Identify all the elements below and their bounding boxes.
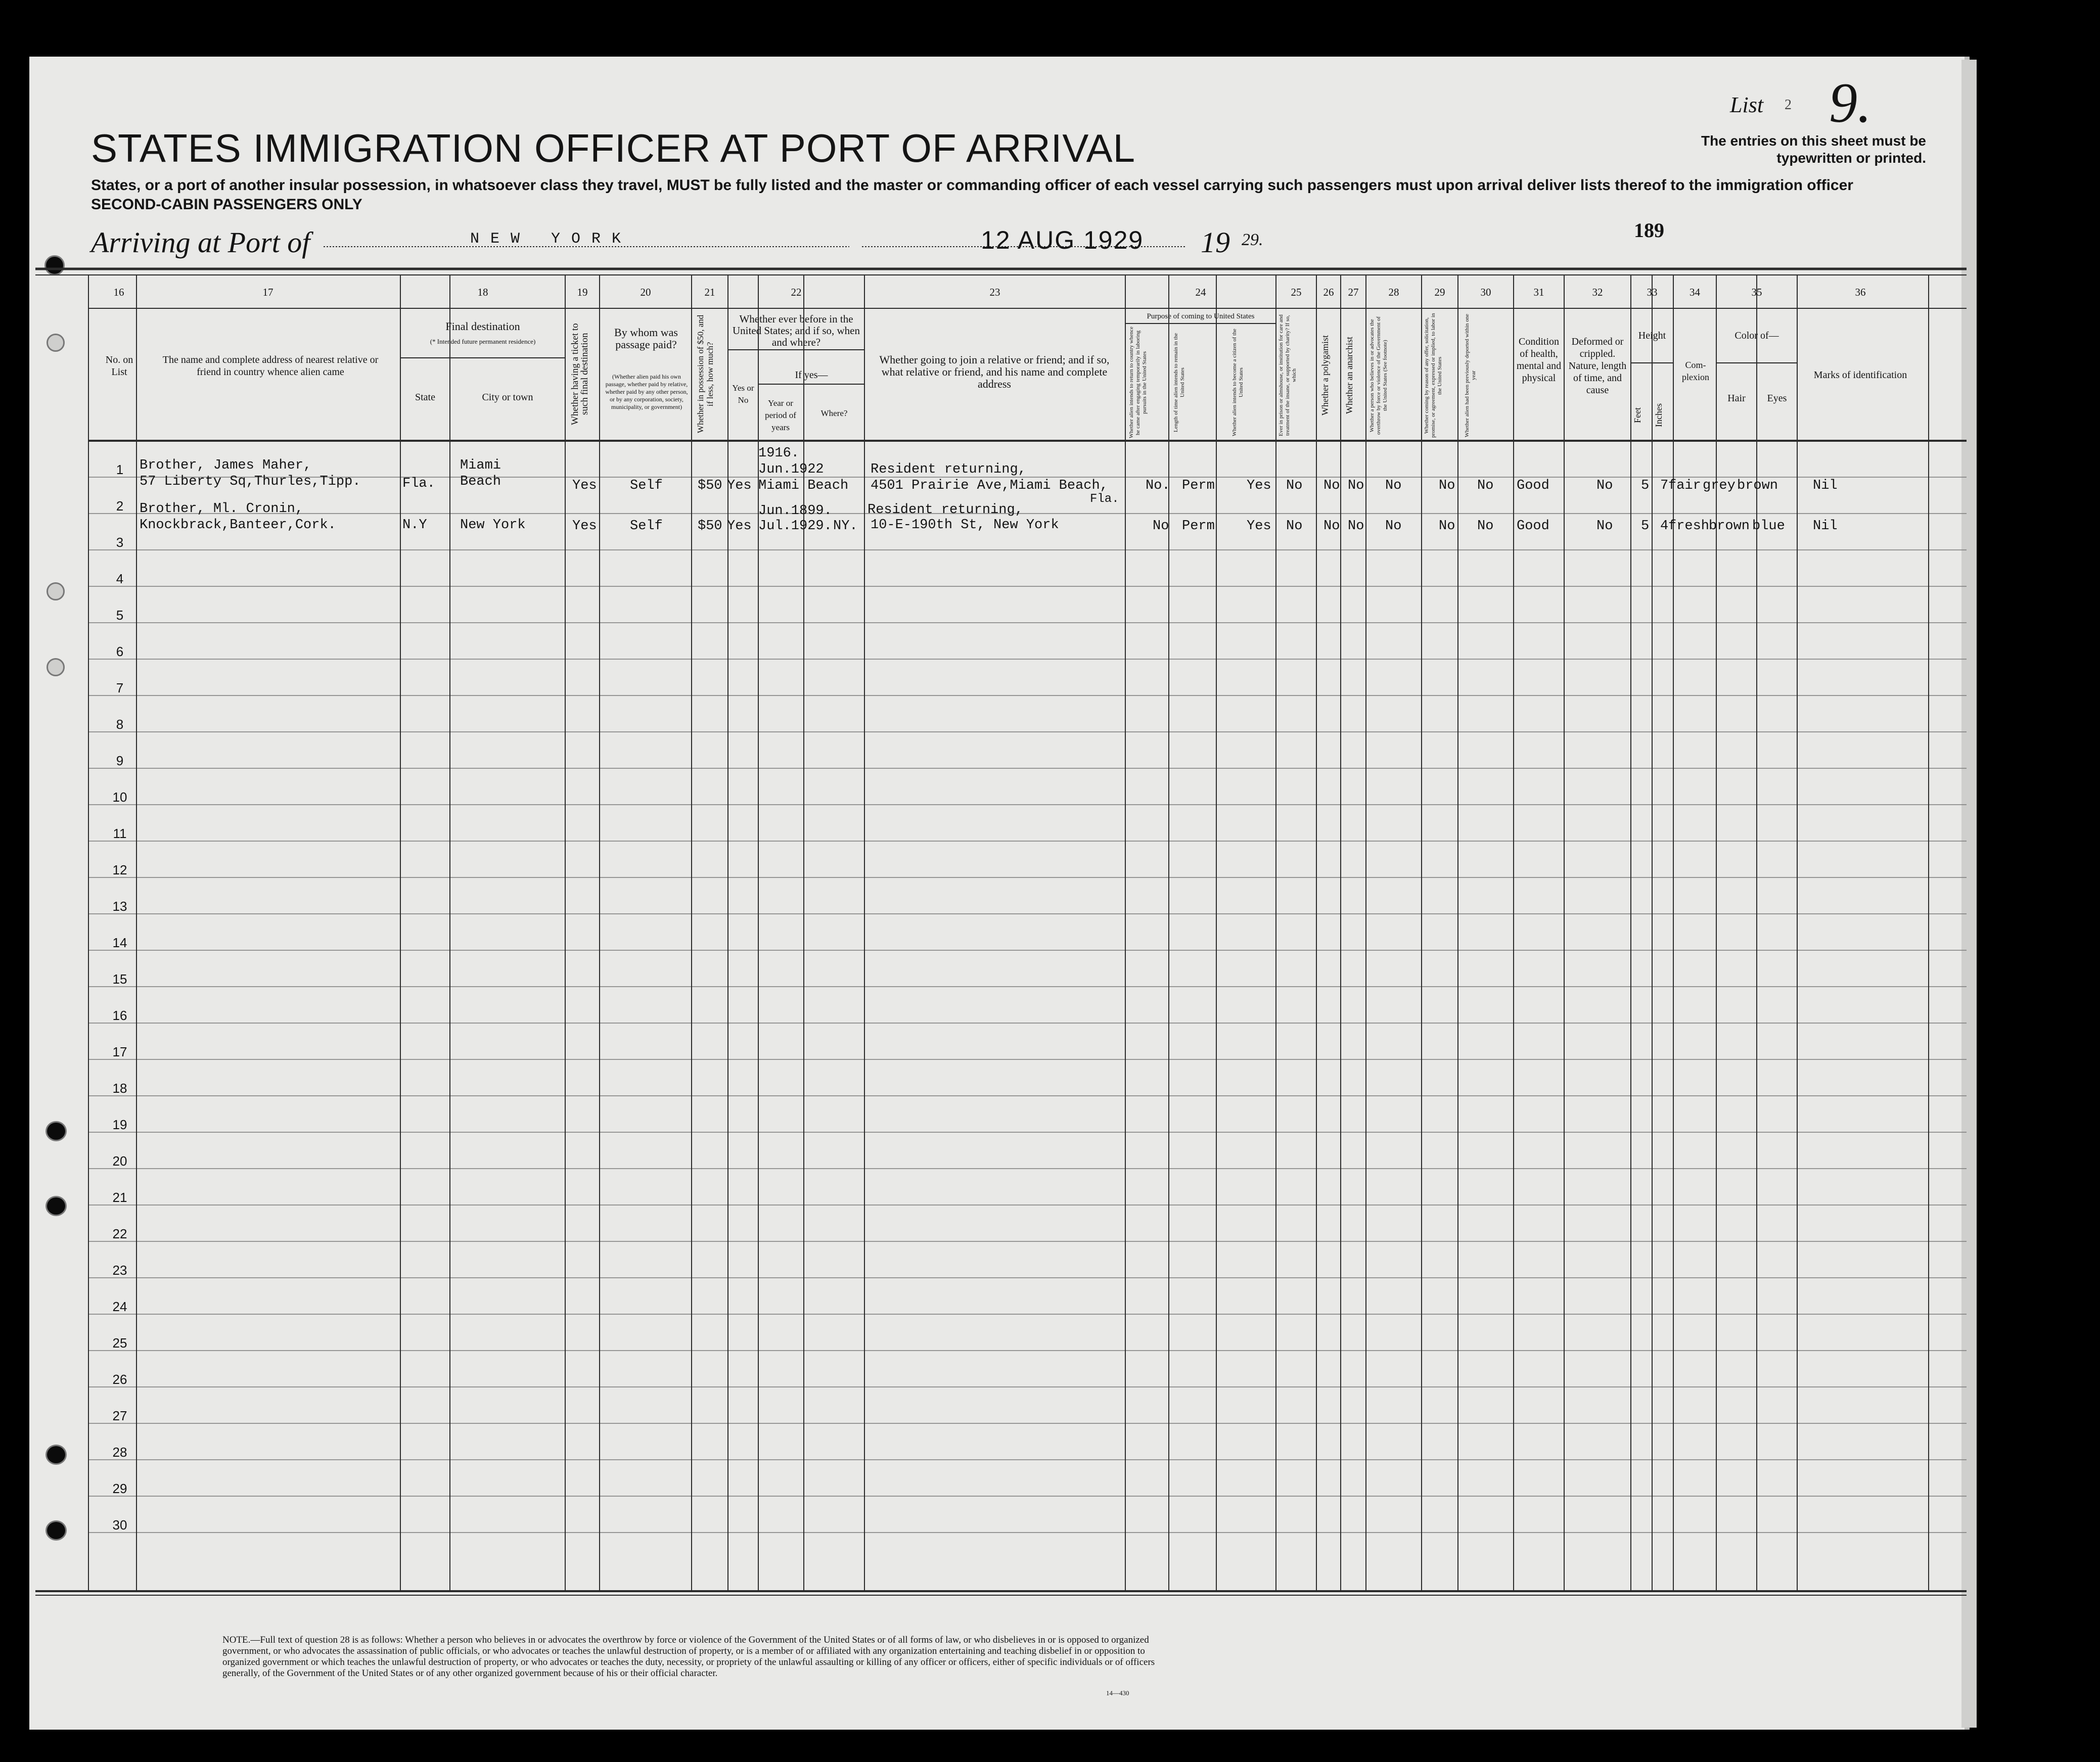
column-number: 19 [577,286,588,298]
hair-value: brown [1709,519,1750,534]
money-value: $50 [698,478,722,493]
feet-value: 5 [1641,478,1650,493]
date-stamp: 12 AUG 1929 [981,226,1144,254]
prison-value: No [1286,519,1303,534]
column-number: 18 [477,286,488,298]
header-polygamist: Whether a polygamist [1320,335,1330,416]
prison-value: No [1286,478,1303,493]
header-eyes: Eyes [1767,393,1787,404]
marks-value: Nil [1813,478,1838,493]
header-complexion: Com- plexion [1682,360,1709,382]
years-bottom: Jun.1922 [758,462,824,477]
row-number: 1 [116,462,124,477]
year-label: 19 [1201,226,1230,259]
column-number: 20 [640,286,651,298]
row-number: 27 [112,1408,127,1423]
form-code: 14—430 [1106,1689,1129,1697]
header-list-number: No. on List [105,354,133,378]
form-title: STATES IMMIGRATION OFFICER AT PORT OF ARRIVAL [91,126,1136,170]
contract-value: No [1439,478,1455,493]
column-number: 27 [1348,286,1359,298]
header-years: Year or period of years [765,398,796,432]
header-final-destination: Final destination [445,320,520,333]
row-number: 13 [112,899,127,914]
port-value: NEW YORK [470,230,632,248]
header-prison: Ever in prison or almshouse, or institution for care and treatment of the insane, or supported by charity? If so, which [1278,314,1297,437]
instruction-line: States, or a port of another insular possession, in whatsoever class they travel, MUST be fully listed and the master or commanding officer of each vessel carrying such passengers must upon arrival deliver lists thereof to the immigration officer [91,177,1853,194]
header-deformed: Deformed or crippled. Nature, length of time, and cause [1568,336,1627,396]
page-code: 189 [1634,219,1664,242]
row-number: 5 [116,608,124,623]
header-nearest-relative: The name and complete address of nearest relative or friend in country whence alien came [162,354,379,378]
joining-line: Resident returning, [868,502,1023,518]
where-value: NY. [833,519,858,534]
header-feet: Feet [1632,407,1642,424]
header-purpose: Purpose of coming to United States [1147,312,1255,320]
header-return-home: Whether alien intends to return to country whence he came after engaging temporarily in laboring pursuits in the United States [1128,327,1148,439]
row-number: 20 [112,1153,127,1169]
before-value: Yes [727,519,752,534]
dest-city: New York [460,518,526,533]
joining-line: Resident returning, [871,462,1026,477]
footnote: NOTE.—Full text of question 28 is as follows: Whether a person who believes in or advocates the overthrow by force or violence of the Government of the United States or of all forms of law, or who disbelieves in or is opposed to organized government, or who advocates the assassination of public officials, or who advocates or teaches the unlawful destruction of property, or is a member of or affiliated with any organization entertaining and teaching disbelief in or opposition to organized government or which teaches the unlawful destruction of property, or who advocates or teaches the duty, necessity, or propriety of the unlawful assaulting or killing of any officer or officers, either of specific individuals or of officers generally, of the Government of the United States or of any other organized government because of his or their official character. [222,1635,1155,1679]
ticket-value: Yes [572,478,597,493]
joining-address: 10-E-190th St, New York [871,518,1059,533]
years-bottom: Jul.1929. [758,519,832,534]
header-if-yes: If yes— [795,369,828,381]
row-number: 12 [112,862,127,877]
overthrow-value: No [1385,478,1402,493]
column-number: 35 [1751,286,1762,298]
passenger-class: SECOND-CABIN PASSENGERS ONLY [91,196,362,213]
column-number: 25 [1291,286,1302,298]
marks-value: Nil [1813,519,1838,534]
row-number: 18 [112,1081,127,1096]
list-handwritten-number: 9. [1829,72,1871,134]
header-ever-before: Whether ever before in the United States; and if so, when and where? [733,313,860,348]
header-joining: Whether going to join a relative or friend; and if so, what relative or friend, and his name and complete address [879,353,1110,390]
overthrow-value: No [1385,519,1402,534]
row-number: 11 [113,826,127,841]
relative-name: Brother, James Maher, [140,458,312,473]
header-health: Condition of health, mental and physical [1516,336,1562,384]
dest-state: N.Y [402,518,427,533]
joining-state: Fla. [1090,492,1119,506]
header-contract-labor: Whether coming by reason of any offer, solicitation, promise, or agreement, expressed or implied, to labor in the United States [1424,313,1443,438]
dest-city: Miami [460,458,501,473]
row-number: 26 [112,1372,127,1387]
row-number: 17 [112,1044,127,1059]
deformed-value: No [1596,519,1613,534]
year-value: 29. [1242,230,1263,249]
health-value: Good [1517,519,1549,534]
anarchist-value: No [1348,519,1364,534]
header-citizen: Whether alien intends to become a citizen of the United States [1231,329,1244,437]
citizen-value: Yes [1247,478,1271,493]
relative-address: Knockbrack,Banteer,Cork. [140,518,336,533]
header-state: State [415,392,435,403]
paid-by-value: Self [630,519,663,534]
row-number: 8 [116,717,124,732]
row-number: 25 [112,1335,127,1351]
inches-value: 7 [1660,478,1669,493]
header-marks: Marks of identification [1813,369,1907,381]
column-number: 17 [262,286,273,298]
arriving-label: Arriving at Port of [91,226,310,259]
header-hair: Hair [1727,393,1746,404]
list-label: List [1730,92,1764,117]
column-number: 22 [791,286,802,298]
column-number: 34 [1690,286,1700,298]
row-number: 24 [112,1299,127,1314]
row-number: 9 [116,753,124,768]
deported-value: No [1477,478,1494,493]
column-number: 16 [113,286,124,298]
header-passage-paid-note: (Whether alien paid his own passage, whether paid by relative, whether paid by any other person, or by any corporation, society, municipality, or government) [605,373,688,410]
row-number: 22 [112,1226,127,1241]
hair-value: grey [1703,478,1736,493]
inches-value: 4 [1660,519,1669,534]
eyes-value: blue [1752,519,1785,534]
header-inches: Inches [1654,403,1664,428]
header-anarchist: Whether an anarchist [1344,337,1354,414]
row-number: 10 [112,790,127,805]
row-number: 21 [112,1190,127,1205]
row-number: 4 [116,571,124,586]
header-yes-no: Yes or No [732,383,754,405]
complexion-value: fresh [1668,519,1710,534]
years-top: Jun.1899. [758,503,832,519]
column-number: 33 [1647,286,1658,298]
header-passage-paid: By whom was passage paid? [614,326,678,351]
row-number: 16 [112,1008,127,1023]
row-number: 3 [116,535,124,550]
entries-note: The entries on this sheet must be typewritten or printed. [1701,133,1926,166]
list-number: 2 [1785,97,1792,113]
row-number: 7 [116,680,124,695]
joining-address: 4501 Prairie Ave,Miami Beach, [871,478,1108,493]
return-home-value: No [1153,519,1169,534]
column-number: 23 [989,286,1000,298]
header-city: City or town [482,392,533,403]
relative-address: 57 Liberty Sq,Thurles,Tipp. [140,474,361,489]
length-value: Perm [1182,478,1215,493]
column-number: 26 [1323,286,1334,298]
ticket-value: Yes [572,519,597,534]
header-where: Where? [820,408,848,418]
header-money: Whether in possession of $50, and if less, how much? [696,314,715,434]
row-number: 2 [116,498,124,514]
column-number: 28 [1388,286,1399,298]
column-number: 24 [1195,286,1206,298]
header-height: Height [1638,330,1666,341]
complexion-value: fair [1668,478,1701,493]
deported-value: No [1477,519,1494,534]
row-number: 19 [112,1117,127,1132]
money-value: $50 [698,519,722,534]
contract-value: No [1439,519,1455,534]
anarchist-value: No [1348,478,1364,493]
header-deported: Whether alien had been previously deported within one year [1464,313,1477,438]
years-top: 1916. [758,446,800,461]
where-value: Miami Beach [758,478,849,493]
dest-state: Fla. [402,476,435,491]
header-ticket: Whether having a ticket to such final destination [570,323,590,425]
column-number: 36 [1855,286,1866,298]
polygamist-value: No [1323,519,1340,534]
column-number: 31 [1533,286,1544,298]
health-value: Good [1517,478,1549,493]
row-number: 6 [116,644,124,659]
feet-value: 5 [1641,519,1650,534]
return-home-value: No. [1146,478,1170,493]
deformed-value: No [1596,478,1613,493]
column-number: 32 [1592,286,1603,298]
column-number: 21 [704,286,715,298]
row-number: 14 [112,935,127,950]
relative-name: Brother, Ml. Cronin, [140,501,304,517]
header-final-destination-note: (* Intended future permanent residence) [430,338,536,345]
row-number: 28 [112,1445,127,1460]
paid-by-value: Self [630,478,663,493]
before-value: Yes [727,478,752,493]
header-length-stay: Length of time alien intends to remain in the United States [1173,333,1185,433]
dest-city-2: Beach [460,474,501,489]
row-number: 29 [112,1481,127,1496]
header-color-of: Color of— [1734,330,1779,341]
column-number: 29 [1434,286,1445,298]
row-number: 15 [112,971,127,987]
polygamist-value: No [1323,478,1340,493]
row-number: 30 [112,1517,127,1533]
length-value: Perm [1182,519,1215,534]
eyes-value: brown [1737,478,1778,493]
citizen-value: Yes [1247,519,1271,534]
row-number: 23 [112,1263,127,1278]
column-number: 30 [1480,286,1491,298]
header-overthrow: Whether a person who believes in or advocates the overthrow by force or violence of the Government of the United States (See footnote) [1369,316,1388,435]
